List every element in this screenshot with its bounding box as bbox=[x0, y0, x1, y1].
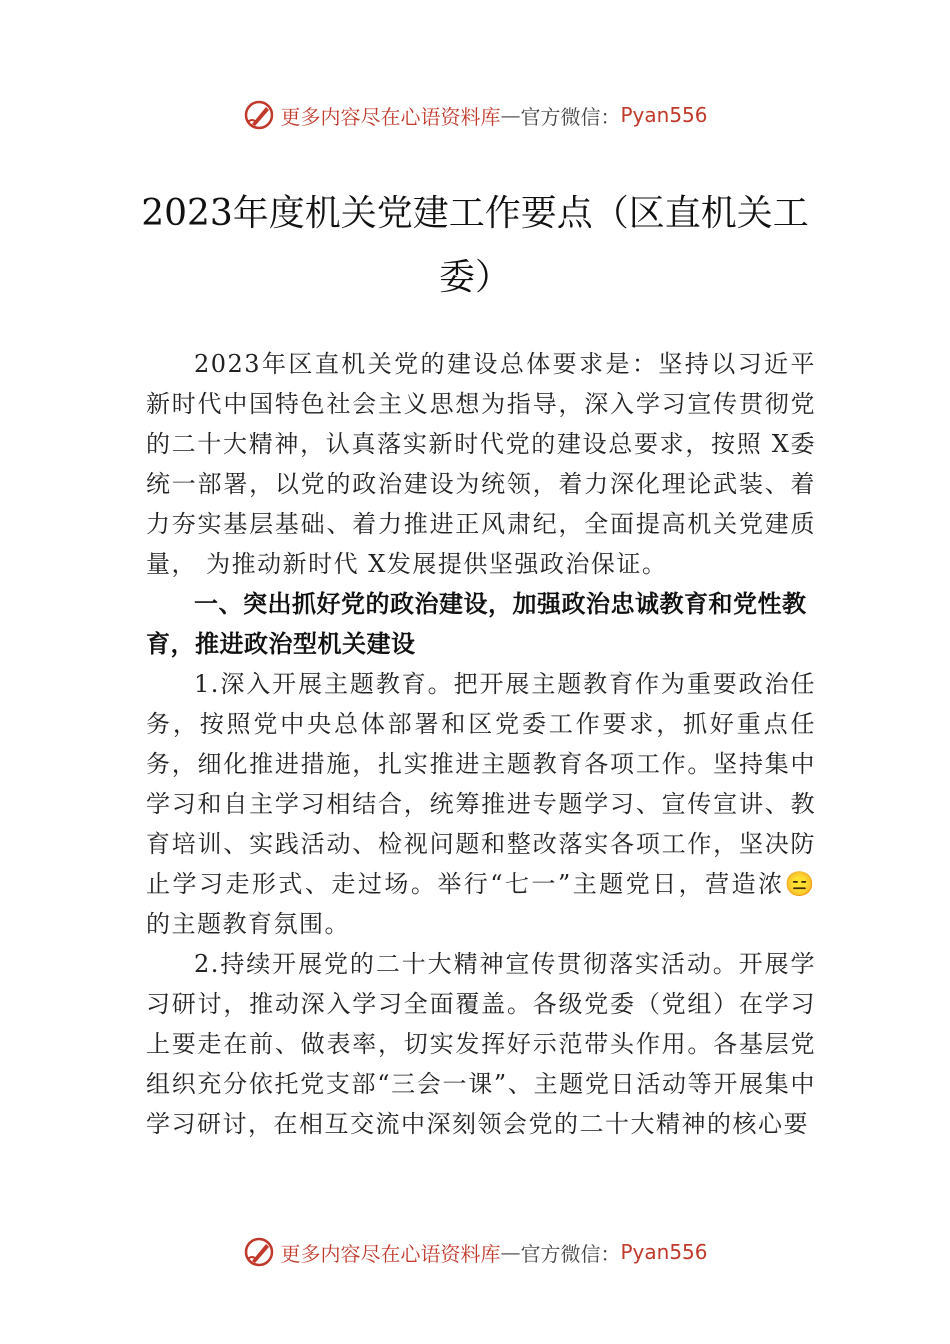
section-heading: 一、突出抓好党的政治建设，加强政治忠诚教育和党性教育，推进政治型机关建设 bbox=[146, 590, 807, 658]
item-paragraph-2: 2.持续开展党的二十大精神宣传贯彻落实活动。开展学习研讨，推动深入学习全面覆盖。各级党委（党组）在学习上要走在前、做表率，切实发挥好示范带头作用。各基层党组织充分依托党支部“三会一课”、主题党日活动等开展集中学习研讨，在相互交流中深刻领会党的二十大精神的核心要 bbox=[146, 950, 816, 1138]
footer-banner bbox=[0, 1232, 950, 1272]
header-banner bbox=[0, 95, 950, 135]
document-title: 2023年度机关党建工作要点（区直机关工委） bbox=[141, 193, 809, 298]
banner-brand-text: 更多内容尽在心语资料库 bbox=[280, 104, 501, 129]
document-body bbox=[146, 344, 816, 1144]
banner-dash: — bbox=[500, 1240, 521, 1264]
intro-paragraph: 2023年区直机关党的建设总体要求是：坚持以习近平新时代中国特色社会主义思想为指导，深入学习宣传贯彻党的二十大精神，认真落实新时代党的建设总要求，按照 X委统一部署，以党的政治建设为统领，着力深化理论武装、着力夯实基层基础、着力推进正风肃纪，全面提高机关党建质量， 为推动新时代 X发展提供坚强政治保证。 bbox=[146, 350, 816, 578]
banner-wechat-id: Pyan556 bbox=[620, 103, 708, 127]
banner-brand-text: 更多内容尽在心语资料库 bbox=[280, 1241, 501, 1266]
banner-official-label: 官方微信： bbox=[520, 104, 621, 129]
banner-wechat-id: Pyan556 bbox=[620, 1240, 708, 1264]
item-paragraph-1: 1.深入开展主题教育。把开展主题教育作为重要政治任务，按照党中央总体部署和区党委工作要求，抓好重点任务，细化推进措施，扎实推进主题教育各项工作。坚持集中学习和自主学习相结合，统筹推进专题学习、宣传宣讲、教育培训、实践活动、检视问题和整改落实各项工作，坚决防止学习走形式、走过场。举行“七一”主题党日，营造浓😑的主题教育氛围。 bbox=[146, 670, 816, 938]
banner-official-label: 官方微信： bbox=[520, 1241, 621, 1266]
banner-dash: — bbox=[500, 103, 521, 127]
pen-circle-logo-icon bbox=[242, 98, 276, 132]
pen-circle-logo-icon bbox=[242, 1235, 276, 1269]
